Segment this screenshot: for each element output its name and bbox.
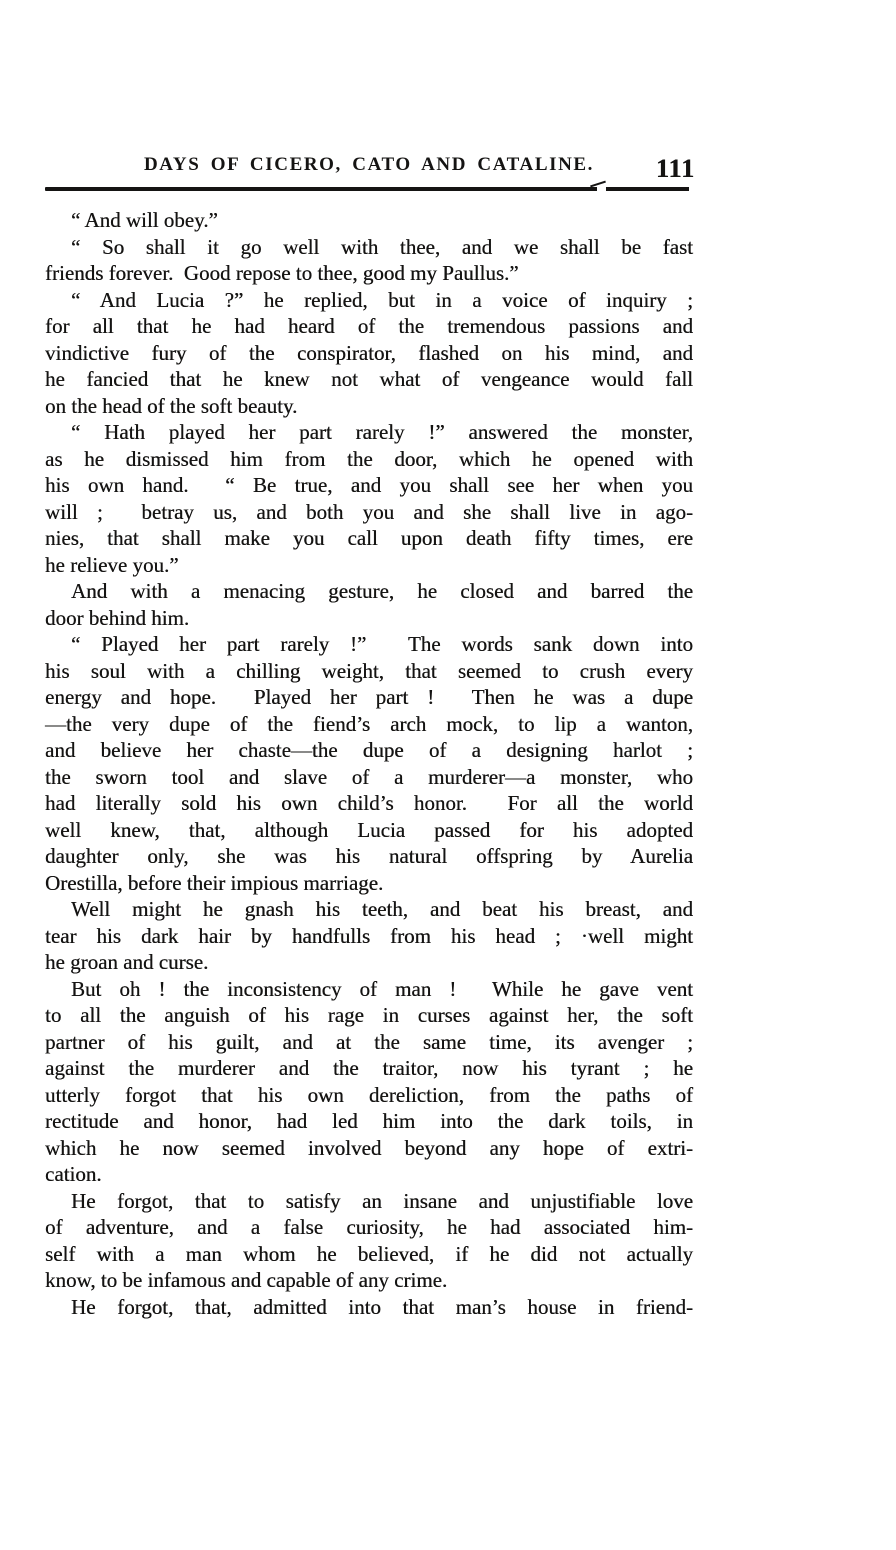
text-line: daughter only, she was his natural offspring by Aurelia bbox=[45, 844, 693, 868]
text-line: “ And Lucia ?” he replied, but in a voice of inquiry ; bbox=[71, 287, 693, 312]
text-line: had literally sold his own child’s honor. For all the world bbox=[45, 791, 693, 815]
text-line: energy and hope. Played her part ! Then he was a dupe bbox=[45, 685, 693, 709]
text-line: “ Played her part rarely !” The words sank down into bbox=[71, 632, 693, 656]
text-line: rectitude and honor, had led him into the dark toils, in bbox=[45, 1109, 693, 1133]
text-line: And with a menacing gesture, he closed and barred the bbox=[71, 579, 693, 603]
paragraph bbox=[45, 976, 693, 1188]
paragraph bbox=[45, 207, 693, 234]
text-line: his soul with a chilling weight, that seemed to crush every bbox=[45, 658, 693, 683]
text-line: Orestilla, before their impious marriage. bbox=[45, 870, 384, 895]
text-line: on the head of the soft beauty. bbox=[45, 393, 298, 418]
paragraph bbox=[45, 287, 693, 420]
text-line: know, to be infamous and capable of any crime. bbox=[45, 1268, 448, 1292]
text-line: cation. bbox=[45, 1162, 102, 1186]
paragraph bbox=[45, 578, 693, 631]
text-line: against the murderer and the traitor, now his tyrant ; he bbox=[45, 1056, 693, 1080]
text-block bbox=[45, 150, 693, 1320]
text-line: as he dismissed him from the door, which he opened with bbox=[45, 446, 693, 471]
paragraph bbox=[45, 234, 693, 287]
rule-break-mark bbox=[590, 181, 606, 188]
paragraph bbox=[45, 896, 693, 976]
text-line: he relieve you.” bbox=[45, 552, 179, 577]
text-line: he groan and curse. bbox=[45, 950, 209, 974]
text-line: friends forever. Good repose to thee, good my Paullus.” bbox=[45, 261, 519, 285]
text-line: and believe her chaste—the dupe of a designing harlot ; bbox=[45, 738, 693, 762]
header-rule bbox=[45, 187, 693, 191]
text-line: of adventure, and a false curiosity, he had associated him- bbox=[45, 1215, 693, 1239]
text-line: “ Hath played her part rarely !” answered the monster, bbox=[71, 420, 693, 444]
paragraph bbox=[45, 419, 693, 578]
text-line: which he now seemed involved beyond any hope of extri- bbox=[45, 1135, 693, 1160]
text-line: —the very dupe of the fiend’s arch mock, to lip a wanton, bbox=[45, 711, 693, 736]
text-line: self with a man whom he believed, if he did not actually bbox=[45, 1241, 693, 1266]
paragraph bbox=[45, 1294, 693, 1321]
page-header bbox=[45, 150, 695, 183]
text-line: he fancied that he knew not what of vengeance would fall bbox=[45, 367, 693, 391]
text-line: He forgot, that, admitted into that man’s house in friend- bbox=[71, 1294, 693, 1319]
text-line: for all that he had heard of the tremendous passions and bbox=[45, 314, 693, 338]
text-line: “ So shall it go well with thee, and we shall be fast bbox=[71, 234, 693, 259]
text-line: to all the anguish of his rage in curses against her, the soft bbox=[45, 1003, 693, 1027]
text-line: his own hand. “ Be true, and you shall see her when you bbox=[45, 473, 693, 497]
text-line: But oh ! the inconsistency of man ! While he gave vent bbox=[71, 976, 693, 1001]
text-line: vindictive fury of the conspirator, flashed on his mind, and bbox=[45, 340, 693, 365]
text-line: will ; betray us, and both you and she shall live in ago- bbox=[45, 499, 693, 524]
text-line: tear his dark hair by handfulls from his head ; ·well might bbox=[45, 923, 693, 948]
page-number: 111 bbox=[655, 154, 695, 183]
text-line: door behind him. bbox=[45, 605, 190, 630]
text-line: He forgot, that to satisfy an insane and unjustifiable love bbox=[71, 1188, 693, 1213]
text-line: the sworn tool and slave of a murderer—a monster, who bbox=[45, 764, 693, 789]
text-line: partner of his guilt, and at the same time, its avenger ; bbox=[45, 1029, 693, 1054]
text-line: well knew, that, although Lucia passed for his adopted bbox=[45, 817, 693, 842]
paragraph bbox=[45, 631, 693, 896]
running-title: DAYS OF CICERO, CATO AND CATALINE. bbox=[143, 154, 595, 175]
text-line: “ And will obey.” bbox=[71, 208, 218, 232]
text-line: utterly forgot that his own dereliction, from the paths of bbox=[45, 1082, 693, 1107]
text-line: nies, that shall make you call upon death fifty times, ere bbox=[45, 526, 693, 550]
body-text bbox=[45, 207, 693, 1320]
paragraph bbox=[45, 1188, 693, 1294]
text-line: Well might he gnash his teeth, and beat his breast, and bbox=[71, 897, 693, 921]
